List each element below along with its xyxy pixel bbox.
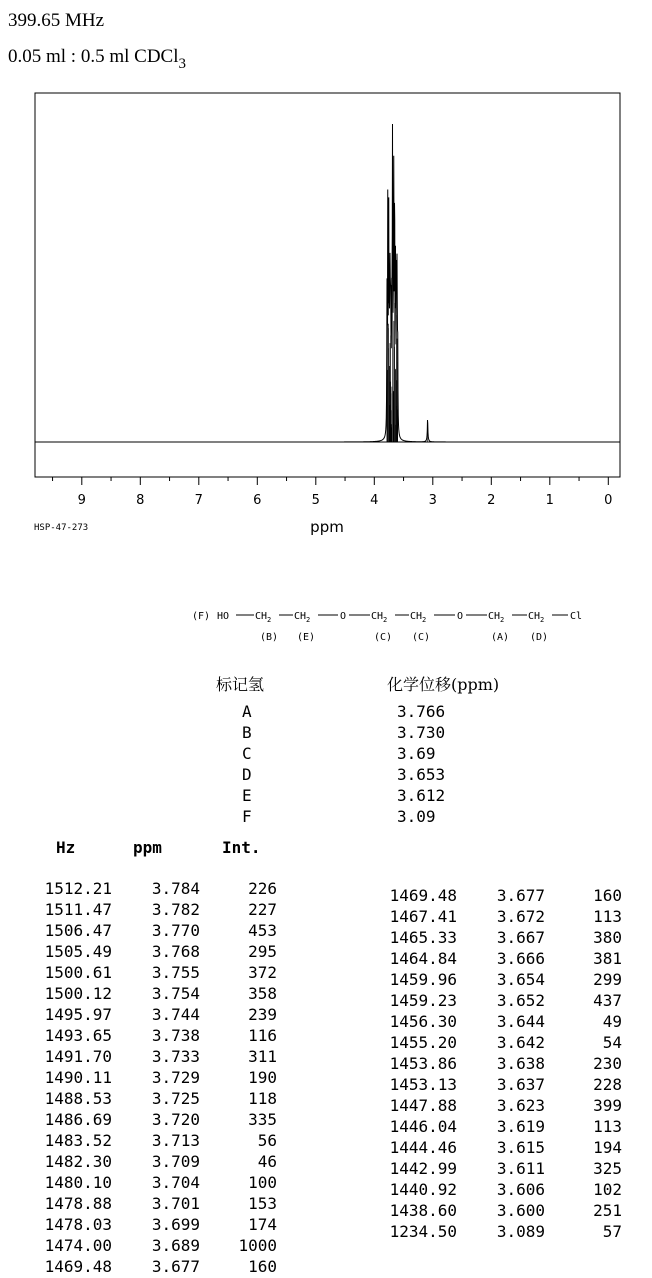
peak-int: 1000 <box>238 1236 277 1255</box>
peak-ppm: 3.637 <box>496 1075 545 1094</box>
peak-row <box>0 1012 652 1033</box>
peak-int: 295 <box>248 942 277 961</box>
assignment-header-label: 标记氢 <box>216 675 265 694</box>
assignment-shift: 3.09 <box>397 807 436 826</box>
peak-hz: 1500.61 <box>44 963 112 982</box>
peak-ppm: 3.770 <box>151 921 200 940</box>
peak-hz: 1469.48 <box>389 886 457 905</box>
peak-int: 381 <box>593 949 622 968</box>
assignment-shift: 3.730 <box>397 723 446 742</box>
peak-hz: 1459.96 <box>389 970 457 989</box>
x-tick-label: 8 <box>136 493 145 508</box>
peak-int: 113 <box>593 1117 622 1136</box>
peak-int: 399 <box>593 1096 622 1115</box>
assignment-label: C <box>242 744 252 763</box>
peak-hz: 1490.11 <box>44 1068 112 1087</box>
solvent-subscript: 3 <box>178 56 186 72</box>
x-tick-label: 7 <box>194 493 203 508</box>
peak-hz: 1478.03 <box>44 1215 112 1234</box>
peak-ppm: 3.733 <box>151 1047 200 1066</box>
peak-hz: 1442.99 <box>389 1159 457 1178</box>
x-axis-label: ppm <box>310 518 344 536</box>
peak-hz: 1495.97 <box>44 1005 112 1024</box>
peak-int: 230 <box>593 1054 622 1073</box>
peak-int: 299 <box>593 970 622 989</box>
label-c-2: (C) <box>412 632 431 643</box>
peak-int: 228 <box>593 1075 622 1094</box>
formula-ch2-3: $CH_2$ <box>371 611 388 624</box>
formula-f: (F) <box>192 611 211 622</box>
peak-row <box>0 1257 652 1278</box>
peak-int: 239 <box>248 1005 277 1024</box>
peak-ppm: 3.652 <box>496 991 545 1010</box>
peak-hz: 1483.52 <box>44 1131 112 1150</box>
formula-ch2-1: $CH_2$ <box>255 611 272 624</box>
peak-row <box>0 949 652 970</box>
peak-ppm: 3.623 <box>496 1096 545 1115</box>
peak-int: 453 <box>248 921 277 940</box>
peak-hz: 1459.23 <box>389 991 457 1010</box>
assignment-shift: 3.69 <box>397 744 436 763</box>
peak-ppm: 3.755 <box>151 963 200 982</box>
assignment-label: D <box>242 765 252 784</box>
peak-int: 46 <box>257 1152 277 1171</box>
x-tick-label: 5 <box>311 493 320 508</box>
label-a: (A) <box>491 632 510 643</box>
peak-row <box>0 928 652 949</box>
formula-ho: HO <box>217 611 230 622</box>
assignment-shift: 3.612 <box>397 786 446 805</box>
label-d: (D) <box>530 632 549 643</box>
solvent-text: 0.05 ml : 0.5 ml CDCl <box>8 46 179 67</box>
peak-ppm: 3.704 <box>151 1173 200 1192</box>
formula-o-2: O <box>457 611 464 622</box>
peak-row <box>0 886 652 907</box>
peak-int: 227 <box>248 900 277 919</box>
label-c-1: (C) <box>374 632 393 643</box>
peak-hz: 1447.88 <box>389 1096 457 1115</box>
peak-row <box>0 1075 652 1096</box>
x-tick-label: 1 <box>545 493 554 508</box>
peak-ppm: 3.672 <box>496 907 545 926</box>
peak-hz: 1467.41 <box>389 907 457 926</box>
peak-ppm: 3.644 <box>496 1012 545 1031</box>
peak-int: 56 <box>257 1131 277 1150</box>
peak-row <box>0 1159 652 1180</box>
peak-hz: 1438.60 <box>389 1201 457 1220</box>
peak-int: 380 <box>593 928 622 947</box>
peak-ppm: 3.738 <box>151 1026 200 1045</box>
peak-ppm: 3.744 <box>151 1005 200 1024</box>
peak-row <box>0 1201 652 1222</box>
peak-hz: 1482.30 <box>44 1152 112 1171</box>
peak-hz: 1478.88 <box>44 1194 112 1213</box>
peak-int: 160 <box>593 886 622 905</box>
peak-hz: 1464.84 <box>389 949 457 968</box>
peak-int: 190 <box>248 1068 277 1087</box>
peak-ppm: 3.654 <box>496 970 545 989</box>
x-tick-label: 6 <box>253 493 262 508</box>
peak-row <box>0 991 652 1012</box>
peak-hz: 1500.12 <box>44 984 112 1003</box>
peak-ppm: 3.725 <box>151 1089 200 1108</box>
peak-ppm: 3.638 <box>496 1054 545 1073</box>
formula-ch2-4: $CH_2$ <box>410 611 427 624</box>
peak-int: 160 <box>248 1257 277 1276</box>
peak-int: 372 <box>248 963 277 982</box>
peak-ppm: 3.606 <box>496 1180 545 1199</box>
peak-ppm: 3.642 <box>496 1033 545 1052</box>
peak-int: 335 <box>248 1110 277 1129</box>
peak-ppm: 3.600 <box>496 1201 545 1220</box>
peak-hz: 1480.10 <box>44 1173 112 1192</box>
peak-header-int: Int. <box>222 838 261 857</box>
peak-int: 153 <box>248 1194 277 1213</box>
peak-row <box>0 1033 652 1054</box>
peak-hz: 1505.49 <box>44 942 112 961</box>
peak-ppm: 3.699 <box>151 1215 200 1234</box>
peak-ppm: 3.768 <box>151 942 200 961</box>
nmr-spectrum-chart <box>0 0 652 545</box>
peak-int: 54 <box>602 1033 622 1052</box>
peak-ppm: 3.782 <box>151 900 200 919</box>
peak-row <box>0 907 652 928</box>
peak-ppm: 3.784 <box>151 879 200 898</box>
peak-row <box>0 1096 652 1117</box>
peak-hz: 1453.86 <box>389 1054 457 1073</box>
peak-ppm: 3.611 <box>496 1159 545 1178</box>
peak-ppm: 3.677 <box>496 886 545 905</box>
assignment-label: A <box>242 702 252 721</box>
peak-ppm: 3.689 <box>151 1236 200 1255</box>
peak-hz: 1488.53 <box>44 1089 112 1108</box>
spectrum-code: HSP-47-273 <box>34 523 89 533</box>
peak-hz: 1456.30 <box>389 1012 457 1031</box>
peak-int: 325 <box>593 1159 622 1178</box>
spectrometer-frequency: 399.65 MHz <box>8 10 105 31</box>
peak-hz: 1453.13 <box>389 1075 457 1094</box>
peak-int: 100 <box>248 1173 277 1192</box>
peak-ppm: 3.754 <box>151 984 200 1003</box>
peak-ppm: 3.729 <box>151 1068 200 1087</box>
peak-header-ppm: ppm <box>133 838 162 857</box>
x-tick-label: 9 <box>77 493 86 508</box>
peak-hz: 1446.04 <box>389 1117 457 1136</box>
peak-hz: 1486.69 <box>44 1110 112 1129</box>
assignment-label: B <box>242 723 252 742</box>
peak-row <box>0 1222 652 1243</box>
peak-ppm: 3.615 <box>496 1138 545 1157</box>
peak-row <box>0 970 652 991</box>
assignment-label: E <box>242 786 252 805</box>
peak-int: 113 <box>593 907 622 926</box>
peak-row <box>0 1180 652 1201</box>
x-tick-label: 2 <box>487 493 496 508</box>
peak-ppm: 3.709 <box>151 1152 200 1171</box>
peak-hz: 1444.46 <box>389 1138 457 1157</box>
peak-int: 358 <box>248 984 277 1003</box>
peak-row <box>0 1138 652 1159</box>
peak-int: 116 <box>248 1026 277 1045</box>
peak-hz: 1455.20 <box>389 1033 457 1052</box>
formula-ch2-6: $CH_2$ <box>528 611 545 624</box>
peak-int: 174 <box>248 1215 277 1234</box>
x-tick-label: 4 <box>370 493 379 508</box>
plot-frame <box>35 93 620 477</box>
peak-int: 251 <box>593 1201 622 1220</box>
formula-o-1: O <box>340 611 347 622</box>
peak-int: 49 <box>602 1012 622 1031</box>
assignment-label: F <box>242 807 252 826</box>
formula-ch2-5: $CH_2$ <box>488 611 505 624</box>
peak-int: 437 <box>593 991 622 1010</box>
peak-ppm: 3.677 <box>151 1257 200 1276</box>
assignment-shift: 3.766 <box>397 702 446 721</box>
peak-int: 194 <box>593 1138 622 1157</box>
peak-hz: 1491.70 <box>44 1047 112 1066</box>
peak-header-hz: Hz <box>56 838 76 857</box>
x-tick-label: 0 <box>604 493 613 508</box>
peak-hz: 1506.47 <box>44 921 112 940</box>
label-e: (E) <box>297 632 316 643</box>
peak-int: 102 <box>593 1180 622 1199</box>
peak-hz: 1511.47 <box>44 900 112 919</box>
peak-int: 311 <box>248 1047 277 1066</box>
peak-hz: 1465.33 <box>389 928 457 947</box>
peak-int: 226 <box>248 879 277 898</box>
structure-formula <box>0 600 652 650</box>
peak-ppm: 3.089 <box>496 1222 545 1241</box>
peak-hz: 1234.50 <box>389 1222 457 1241</box>
peak-ppm: 3.619 <box>496 1117 545 1136</box>
peak-ppm: 3.720 <box>151 1110 200 1129</box>
spectrum-trace <box>35 124 620 442</box>
label-b: (B) <box>260 632 279 643</box>
peak-ppm: 3.667 <box>496 928 545 947</box>
peak-hz: 1440.92 <box>389 1180 457 1199</box>
peak-ppm: 3.713 <box>151 1131 200 1150</box>
peak-row <box>0 1117 652 1138</box>
peak-int: 57 <box>602 1222 622 1241</box>
formula-ch2-2: $CH_2$ <box>294 611 311 624</box>
x-tick-label: 3 <box>428 493 437 508</box>
peak-hz: 1474.00 <box>44 1236 112 1255</box>
peak-ppm: 3.666 <box>496 949 545 968</box>
peak-row <box>0 1054 652 1075</box>
peak-hz: 1512.21 <box>44 879 112 898</box>
peak-hz: 1469.48 <box>44 1257 112 1276</box>
assignment-shift: 3.653 <box>397 765 446 784</box>
peak-int: 118 <box>248 1089 277 1108</box>
peak-ppm: 3.701 <box>151 1194 200 1213</box>
assignment-header-shift: 化学位移(ppm) <box>387 675 500 694</box>
formula-cl: Cl <box>570 611 583 622</box>
peak-hz: 1493.65 <box>44 1026 112 1045</box>
